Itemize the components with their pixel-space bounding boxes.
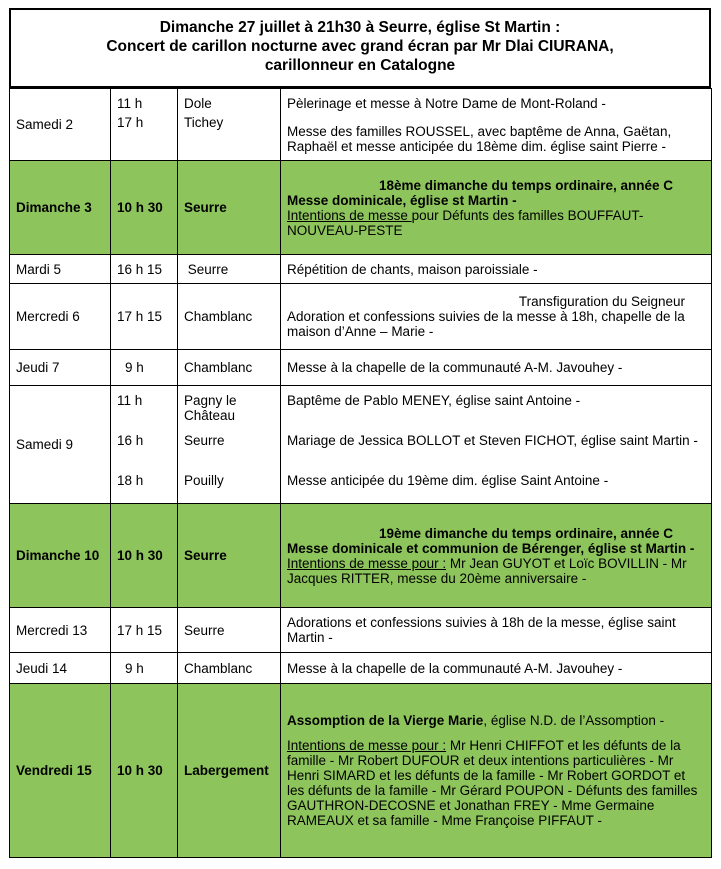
day-cell: Dimanche 3 [10,161,111,255]
table-row [10,386,712,504]
time-value: 11 h [117,392,143,408]
header-line-3: carillonneur en Catalogne [264,57,456,74]
intentions-label: Intentions de messe pour : [287,738,447,753]
time-cell: 17 h 15 [111,284,178,350]
place-cell: Seurre [178,504,281,608]
liturgical-title-rest: , église N.D. de l’Assomption - [483,713,665,728]
intentions-label: Intentions de messe pour : [287,555,447,571]
place-cell: Labergement [178,684,281,858]
table-row [10,504,712,608]
time-cell: 16 h 15 [111,255,178,284]
description-line: Baptême de Pablo MENEY, église saint Antoine - [287,392,581,408]
table-row [10,350,712,386]
time-cell: 10 h 30 [111,684,178,858]
place-cell: Seurre [178,255,281,284]
intentions-text: Mr Henri CHIFFOT et les défunts de la famille - Mr Robert DUFOUR et deux intentions particulières - Mr Henri SIMARD et les défunts de la famille - Mr Robert GORDOT et les défunts de la famille - Mr Gérard POUPON - Défunts des familles GAUTHRON-DECOSNE et Jonathan FREY - Mme Germaine RAMEAUX et sa famille - Mme Françoise PIFFAUT - [287,738,698,828]
header-announcement [9,8,711,88]
description-cell: Messe à la chapelle de la communauté A-M. Javouhey - [281,350,712,386]
day-cell: Mercredi 6 [10,284,111,350]
schedule-sheet [9,8,711,858]
place-value: Seurre [184,432,225,448]
intentions-text: Mr Jean GUYOT et Loïc BOVILLIN - Mr Jacques RITTER, messe du 20ème anniversaire - [287,555,687,586]
place-cell: Chamblanc [178,350,281,386]
table-row [10,284,712,350]
place-value: Pouilly [184,472,224,488]
day-cell: Jeudi 7 [10,350,111,386]
intentions-text: pour Défunts des familles BOUFFAUT-NOUVEAU-PESTE [287,207,644,238]
table-row [10,653,712,684]
day-cell: Dimanche 10 [10,504,111,608]
place-cell: Seurre [178,608,281,653]
day-cell: Vendredi 15 [10,684,111,858]
table-row [10,684,712,858]
day-cell: Samedi 9 [10,386,111,504]
description-cell [281,89,712,161]
time-cell [111,386,178,504]
time-value: 17 h [117,114,144,130]
liturgical-title-line [287,713,705,728]
place-cell: Chamblanc [178,653,281,684]
description-line: Mariage de Jessica BOLLOT et Steven FICHOT, église saint Martin - [287,432,698,448]
mass-intentions [287,738,705,828]
description-cell [281,284,712,350]
mass-intentions [287,208,705,238]
table-row [10,161,712,255]
place-cell [178,386,281,504]
liturgical-subtitle: Messe dominicale et communion de Bérenger, église st Martin - [287,540,695,556]
time-cell: 9 h [111,653,178,684]
description-line: Messe des familles ROUSSEL, avec baptême de Anna, Gaëtan, Raphaël et messe anticipée du 18ème dim. église saint Pierre - [287,123,672,154]
description-line: Pèlerinage et messe à Notre Dame de Mont-Roland - [287,95,606,111]
feast-title: Transfiguration du Seigneur [518,294,685,309]
description-text: Adoration et confessions suivies de la messe à 18h, chapelle de la maison d’Anne – Marie - [287,309,685,339]
description-cell: Répétition de chants, maison paroissiale - [281,255,712,284]
time-cell: 17 h 15 [111,608,178,653]
place-value: Tichey [184,114,224,130]
time-cell: 10 h 30 [111,504,178,608]
table-row [10,255,712,284]
liturgical-subtitle: Messe dominicale, église st Martin - [287,192,517,208]
schedule-table [9,88,712,858]
description-cell [281,386,712,504]
liturgical-title: 18ème dimanche du temps ordinaire, année C [378,177,674,193]
header-line-2: Concert de carillon nocturne avec grand écran par Mr Dlai CIURANA, [106,38,614,55]
place-cell: Chamblanc [178,284,281,350]
place-value: Dole [184,95,212,111]
time-cell: 10 h 30 [111,161,178,255]
header-line-1: Dimanche 27 juillet à 21h30 à Seurre, église St Martin : [159,19,561,36]
description-cell: Messe à la chapelle de la communauté A-M. Javouhey - [281,653,712,684]
description-cell [281,684,712,858]
time-value: 18 h [117,472,144,488]
description-cell [281,161,712,255]
time-value: 16 h [117,432,144,448]
time-cell: 9 h [111,350,178,386]
table-row [10,608,712,653]
place-cell: Seurre [178,161,281,255]
place-cell [178,89,281,161]
day-cell: Mardi 5 [10,255,111,284]
description-line: Messe anticipée du 19ème dim. église Saint Antoine - [287,472,609,488]
liturgical-title: Assomption de la Vierge Marie [287,713,484,728]
mass-intentions [287,556,705,586]
day-cell: Samedi 2 [10,89,111,161]
table-row [10,89,712,161]
day-cell: Mercredi 13 [10,608,111,653]
liturgical-title: 19ème dimanche du temps ordinaire, année C [378,525,674,541]
time-cell [111,89,178,161]
time-value: 11 h [117,95,143,111]
description-cell [281,504,712,608]
description-cell: Adorations et confessions suivies à 18h de la messe, église saint Martin - [281,608,712,653]
place-value: Pagny le Château [184,392,237,423]
day-cell: Jeudi 14 [10,653,111,684]
intentions-label: Intentions de messe [287,207,412,223]
